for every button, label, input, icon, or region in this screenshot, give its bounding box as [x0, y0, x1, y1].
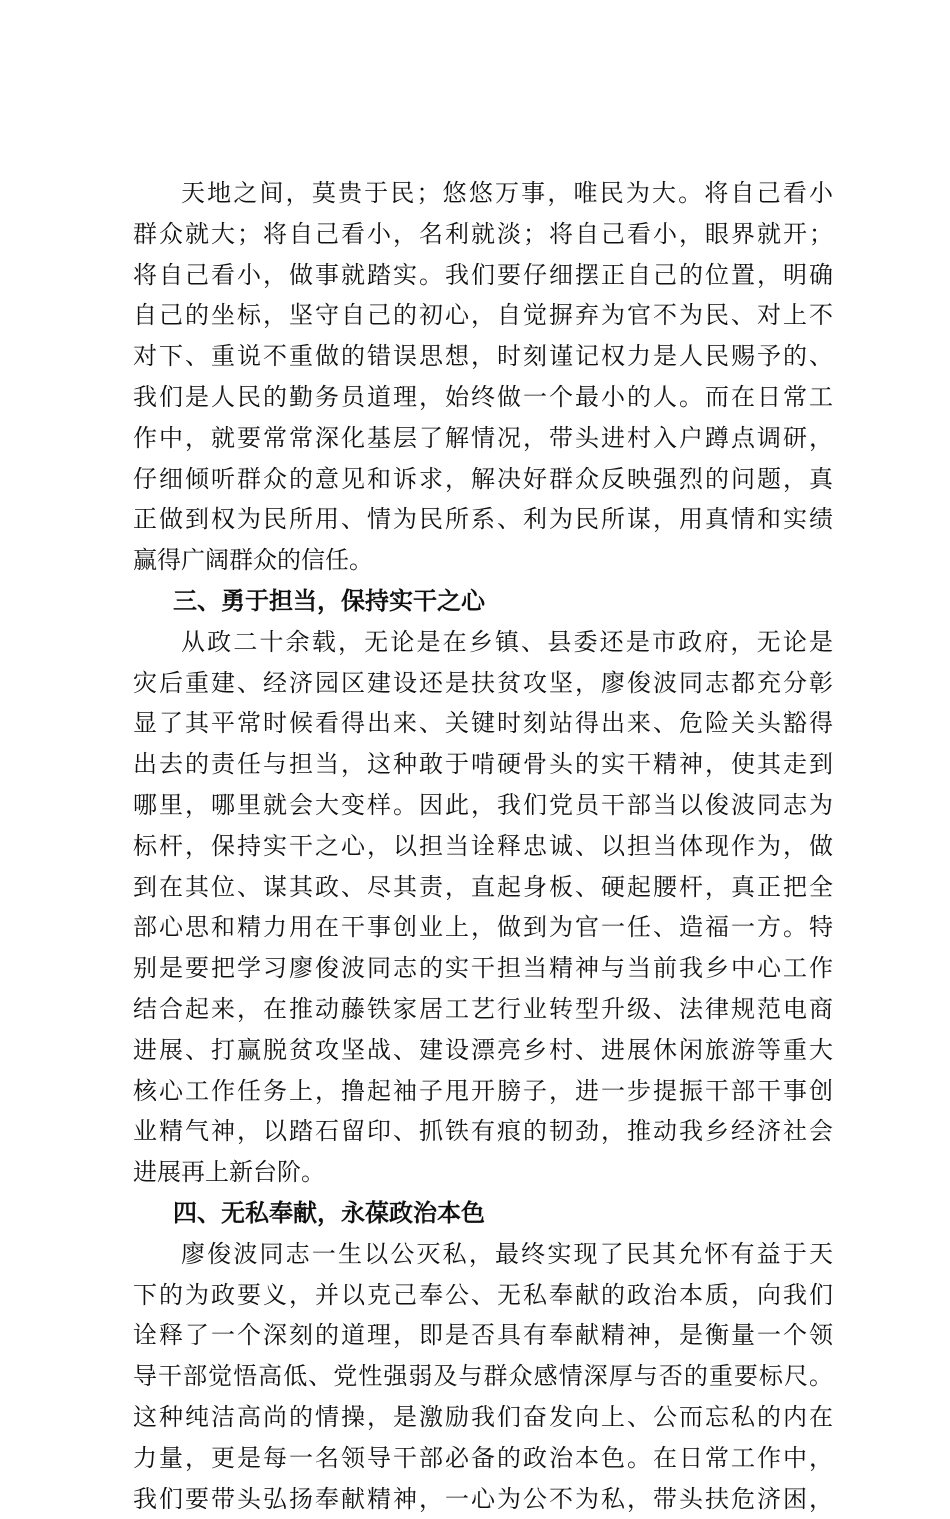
text-line: 从政二十余载，无论是在乡镇、县委还是市政府，无论是	[133, 622, 833, 663]
text-line: 显了其平常时候看得出来、关键时刻站得出来、危险关头豁得	[133, 703, 833, 744]
text-line: 这种纯洁高尚的情操，是激励我们奋发向上、公而忘私的内在	[133, 1397, 833, 1438]
paragraph-dedication	[133, 1234, 833, 1519]
text-line: 自己的坐标，坚守自己的初心，自觉摒弃为官不为民、对上不	[133, 295, 833, 336]
text-line: 别是要把学习廖俊波同志的实干担当精神与当前我乡中心工作	[133, 948, 833, 989]
paragraph-responsibility	[133, 622, 833, 1193]
text-line: 哪里，哪里就会大变样。因此，我们党员干部当以俊波同志为	[133, 785, 833, 826]
text-line: 天地之间，莫贵于民；悠悠万事，唯民为大。将自己看小	[133, 173, 833, 214]
text-line: 灾后重建、经济园区建设还是扶贫攻坚，廖俊波同志都充分彰	[133, 663, 833, 704]
text-line: 对下、重说不重做的错误思想，时刻谨记权力是人民赐予的、	[133, 336, 833, 377]
text-line: 我们要带头弘扬奉献精神，一心为公不为私，带头扶危济困，	[133, 1479, 833, 1519]
section-heading-4: 四、无私奉献，永葆政治本色	[133, 1193, 833, 1234]
text-line: 我们是人民的勤务员道理，始终做一个最小的人。而在日常工	[133, 377, 833, 418]
text-line: 到在其位、谋其政、尽其责，直起身板、硬起腰杆，真正把全	[133, 867, 833, 908]
text-line: 标杆，保持实干之心，以担当诠释忠诚、以担当体现作为，做	[133, 826, 833, 867]
text-line: 作中，就要常常深化基层了解情况，带头进村入户蹲点调研，	[133, 418, 833, 459]
text-line: 核心工作任务上，撸起袖子甩开膀子，进一步提振干部干事创	[133, 1071, 833, 1112]
text-line: 将自己看小，做事就踏实。我们要仔细摆正自己的位置，明确	[133, 255, 833, 296]
text-line: 导干部觉悟高低、党性强弱及与群众感情深厚与否的重要标尺。	[133, 1356, 833, 1397]
section-heading-3: 三、勇于担当，保持实干之心	[133, 581, 833, 622]
text-line: 赢得广阔群众的信任。	[133, 540, 833, 581]
text-line: 廖俊波同志一生以公灭私，最终实现了民其允怀有益于天	[133, 1234, 833, 1275]
text-line: 进展、打赢脱贫攻坚战、建设漂亮乡村、进展休闲旅游等重大	[133, 1030, 833, 1071]
text-line: 诠释了一个深刻的道理，即是否具有奉献精神，是衡量一个领	[133, 1315, 833, 1356]
document-body	[133, 173, 833, 1519]
text-line: 出去的责任与担当，这种敢于啃硬骨头的实干精神，使其走到	[133, 744, 833, 785]
text-line: 业精气神，以踏石留印、抓铁有痕的韧劲，推动我乡经济社会	[133, 1111, 833, 1152]
text-line: 下的为政要义，并以克己奉公、无私奉献的政治本质，向我们	[133, 1275, 833, 1316]
paragraph-people-first	[133, 173, 833, 581]
text-line: 结合起来，在推动藤铁家居工艺行业转型升级、法律规范电商	[133, 989, 833, 1030]
text-line: 力量，更是每一名领导干部必备的政治本色。在日常工作中，	[133, 1438, 833, 1479]
text-line: 仔细倾听群众的意见和诉求，解决好群众反映强烈的问题，真	[133, 459, 833, 500]
text-line: 进展再上新台阶。	[133, 1152, 833, 1193]
text-line: 群众就大；将自己看小，名利就淡；将自己看小，眼界就开；	[133, 214, 833, 255]
text-line: 部心思和精力用在干事创业上，做到为官一任、造福一方。特	[133, 907, 833, 948]
text-line: 正做到权为民所用、情为民所系、利为民所谋，用真情和实绩	[133, 499, 833, 540]
